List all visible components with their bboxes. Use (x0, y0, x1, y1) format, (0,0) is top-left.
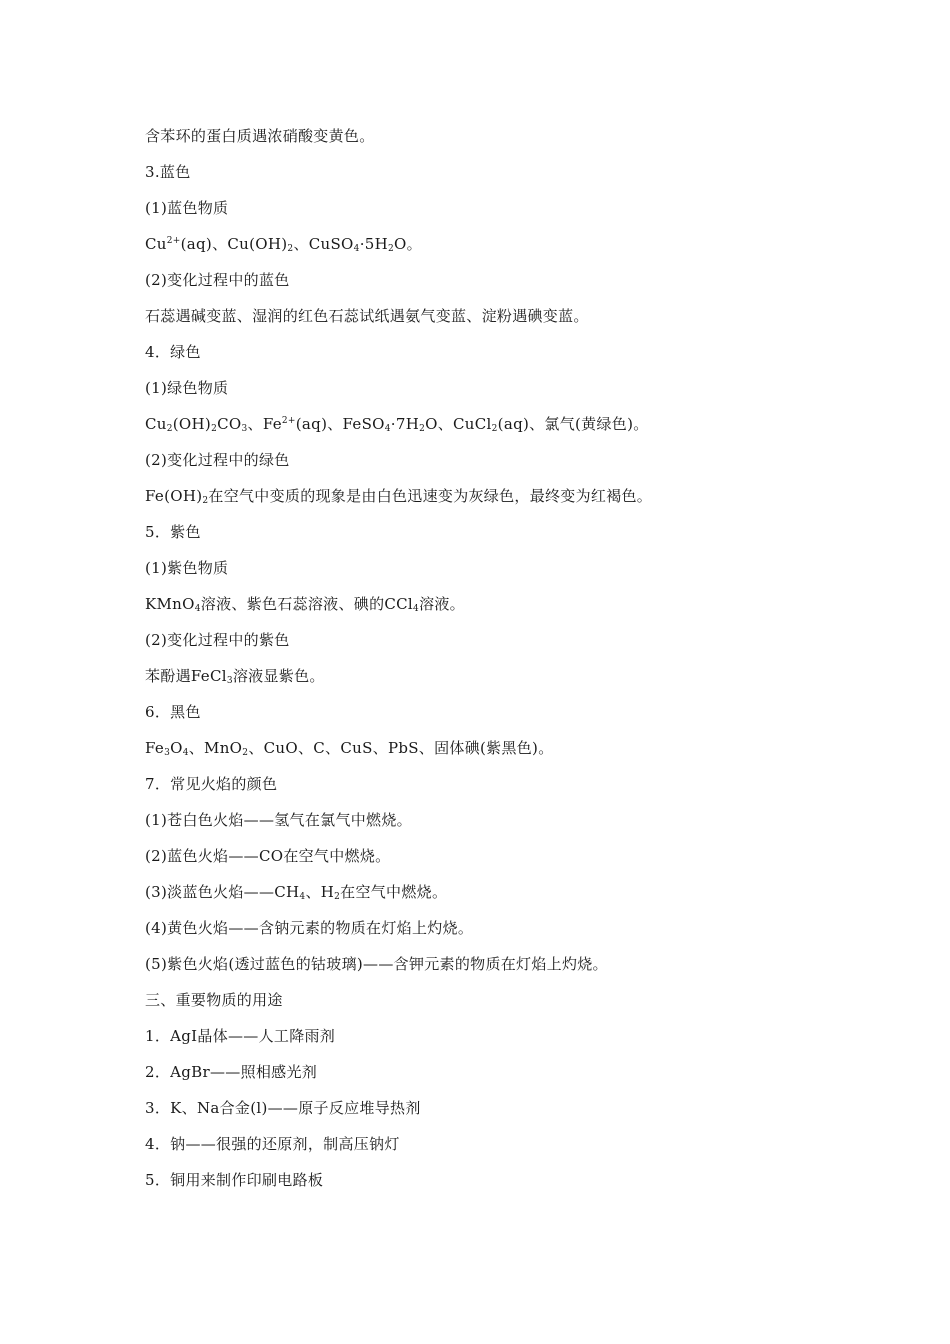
subscript: 2 (202, 496, 209, 506)
subscript: 4 (353, 244, 360, 254)
text-segment: 溶液。 (419, 595, 465, 613)
text-segment: O、CuCl (425, 415, 492, 433)
text-line (145, 446, 845, 482)
text-segment: Fe (145, 739, 165, 757)
subscript: 2 (387, 244, 395, 254)
text-line (145, 842, 845, 878)
text-segment: (aq)、Cu(OH) (180, 235, 288, 253)
text-segment: KMnO (145, 595, 195, 613)
text-segment: 含苯环的蛋白质遇浓硝酸变黄色。 (145, 127, 375, 145)
text-line (145, 806, 845, 842)
subscript: 3 (226, 676, 233, 686)
text-segment: O。 (394, 235, 422, 253)
text-line (145, 1022, 845, 1058)
text-line (145, 878, 845, 914)
subscript: 4 (384, 424, 391, 434)
text-segment: 苯酚遇FeCl (145, 667, 227, 685)
text-line (145, 230, 845, 266)
subscript: 3 (164, 748, 171, 758)
text-segment: (5)紫色火焰(透过蓝色的钴玻璃)——含钾元素的物质在灯焰上灼烧。 (145, 955, 608, 973)
text-segment: 6．黑色 (145, 703, 201, 721)
text-segment: (1)绿色物质 (145, 379, 229, 397)
text-line (145, 1166, 845, 1202)
subscript: 4 (182, 748, 189, 758)
text-segment: 3．K、Na合金(l)——原子反应堆导热剂 (145, 1099, 421, 1117)
text-segment: 溶液显紫色。 (232, 667, 325, 685)
text-segment: 、CuSO (293, 235, 354, 253)
text-segment: (2)变化过程中的蓝色 (145, 271, 290, 289)
subscript: 2 (166, 424, 173, 434)
subscript: 2 (287, 244, 294, 254)
text-segment: (3)淡蓝色火焰——CH (145, 883, 300, 901)
text-segment: 5．铜用来制作印刷电路板 (145, 1171, 324, 1189)
subscript: 2 (334, 892, 341, 902)
text-line (145, 266, 845, 302)
text-segment: (2)变化过程中的绿色 (145, 451, 290, 469)
text-segment: 1．AgI晶体——人工降雨剂 (145, 1027, 336, 1045)
text-line (145, 1058, 845, 1094)
text-line (145, 194, 845, 230)
document-page (145, 122, 845, 1202)
text-line (145, 1094, 845, 1130)
text-line (145, 626, 845, 662)
text-segment: (OH) (172, 415, 212, 433)
text-line (145, 338, 845, 374)
text-segment: ·7H (390, 415, 420, 433)
text-line (145, 986, 845, 1022)
subscript: 4 (413, 604, 420, 614)
text-line (145, 770, 845, 806)
text-segment: 石蕊遇碱变蓝、湿润的红色石蕊试纸遇氨气变蓝、淀粉遇碘变蓝。 (145, 307, 589, 325)
text-segment: CO (217, 415, 242, 433)
text-line (145, 914, 845, 950)
subscript: 2 (491, 424, 498, 434)
text-segment: 溶液、紫色石蕊溶液、碘的CCl (200, 595, 414, 613)
text-line (145, 122, 845, 158)
text-segment: 、H (305, 883, 335, 901)
text-line (145, 482, 845, 518)
text-segment: (4)黄色火焰——含钠元素的物质在灯焰上灼烧。 (145, 919, 474, 937)
text-segment: 在空气中变质的现象是由白色迅速变为灰绿色，最终变为红褐色。 (208, 487, 653, 505)
superscript: 2+ (281, 416, 296, 426)
text-segment: O (170, 739, 183, 757)
text-line (145, 698, 845, 734)
subscript: 4 (299, 892, 306, 902)
text-segment: 2．AgBr——照相感光剂 (145, 1063, 318, 1081)
text-segment: 、Fe (247, 415, 282, 433)
text-segment: 7．常见火焰的颜色 (145, 775, 278, 793)
subscript: 3 (241, 424, 248, 434)
text-segment: 、CuO、C、CuS、PbS、固体碘(紫黑色)。 (248, 739, 554, 757)
subscript: 4 (194, 604, 201, 614)
text-segment: (2)蓝色火焰——CO在空气中燃烧。 (145, 847, 391, 865)
text-line (145, 950, 845, 986)
text-line (145, 1130, 845, 1166)
text-line (145, 662, 845, 698)
text-segment: 4．钠——很强的还原剂，制高压钠灯 (145, 1135, 400, 1153)
text-segment: (1)苍白色火焰——氢气在氯气中燃烧。 (145, 811, 412, 829)
text-segment: (1)紫色物质 (145, 559, 229, 577)
subscript: 2 (211, 424, 218, 434)
text-segment: 3.蓝色 (145, 163, 191, 181)
subscript: 2 (419, 424, 426, 434)
text-line (145, 158, 845, 194)
text-segment: 在空气中燃烧。 (340, 883, 448, 901)
text-line (145, 554, 845, 590)
subscript: 2 (242, 748, 249, 758)
text-segment: 、MnO (188, 739, 243, 757)
text-segment: 三、重要物质的用途 (145, 991, 283, 1009)
text-line (145, 302, 845, 338)
text-segment: Fe(OH) (145, 487, 203, 505)
text-segment: 4．绿色 (145, 343, 201, 361)
text-line (145, 410, 845, 446)
superscript: 2+ (166, 236, 181, 246)
text-segment: (aq)、氯气(黄绿色)。 (497, 415, 649, 433)
text-segment: Cu (145, 235, 167, 253)
text-line (145, 374, 845, 410)
text-segment: 5．紫色 (145, 523, 201, 541)
text-segment: (1)蓝色物质 (145, 199, 229, 217)
text-segment: ·5H (359, 235, 388, 253)
text-line (145, 590, 845, 626)
text-segment: (aq)、FeSO (295, 415, 385, 433)
text-segment: (2)变化过程中的紫色 (145, 631, 290, 649)
text-line (145, 518, 845, 554)
text-segment: Cu (145, 415, 167, 433)
text-line (145, 734, 845, 770)
